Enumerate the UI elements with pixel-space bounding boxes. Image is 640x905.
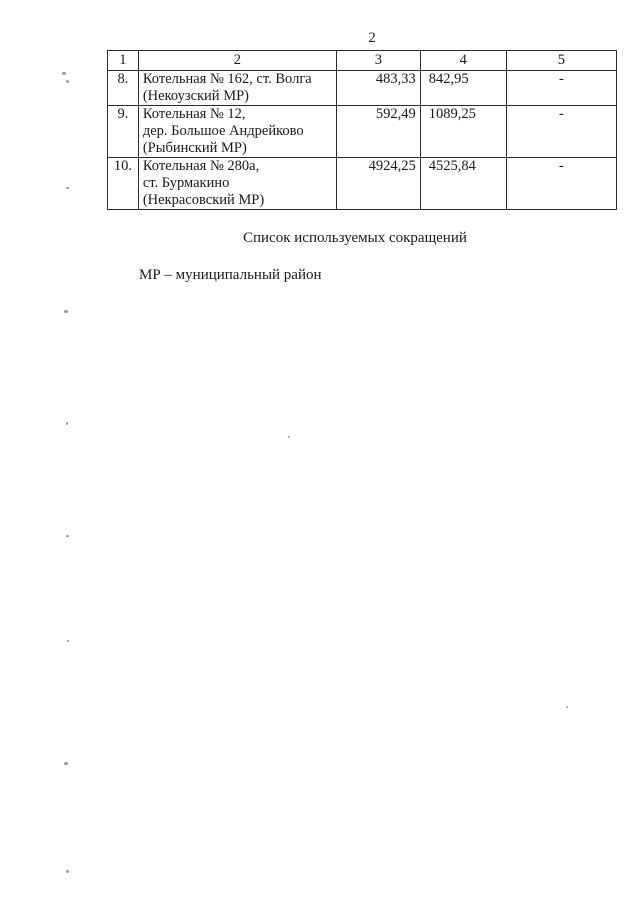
value-col3: 483,33 xyxy=(336,71,420,106)
page-number: 2 xyxy=(368,30,376,46)
facility-name xyxy=(138,106,336,158)
value-col5: - xyxy=(506,71,616,106)
header-cell-2: 2 xyxy=(138,51,336,71)
facility-name xyxy=(138,71,336,106)
value-col5: - xyxy=(506,158,616,210)
facility-name-line: (Некрасовский МР) xyxy=(142,192,265,208)
abbreviation-item: МР – муниципальный район xyxy=(139,267,322,283)
facility-name-line: Котельная № 162, ст. Волга xyxy=(142,71,312,87)
facility-name-line: (Рыбинский МР) xyxy=(142,140,247,156)
facility-name-line: (Некоузский МР) xyxy=(142,88,249,104)
facility-name-line: дер. Большое Андрейково xyxy=(142,123,304,139)
facility-name-line: Котельная № 280а, xyxy=(142,158,260,174)
value-col3: 4924,25 xyxy=(336,158,420,210)
table-row xyxy=(108,158,617,210)
scan-speck xyxy=(66,80,69,83)
scan-speck xyxy=(66,422,68,425)
row-number: 10. xyxy=(108,158,139,210)
scan-speck xyxy=(288,436,290,438)
table-header-row xyxy=(108,51,617,71)
value-col3: 592,49 xyxy=(336,106,420,158)
header-cell-4: 4 xyxy=(420,51,506,71)
table-row xyxy=(108,106,617,158)
scan-speck xyxy=(66,535,69,537)
value-col5: - xyxy=(506,106,616,158)
data-table xyxy=(107,50,617,210)
value-col4: 1089,25 xyxy=(420,106,506,158)
table-row xyxy=(108,71,617,106)
row-number: 9. xyxy=(108,106,139,158)
scan-speck xyxy=(66,187,69,189)
header-cell-3: 3 xyxy=(336,51,420,71)
header-cell-5: 5 xyxy=(506,51,616,71)
row-number: 8. xyxy=(108,71,139,106)
scan-speck xyxy=(64,310,68,313)
scan-speck xyxy=(62,72,66,75)
scan-speck xyxy=(64,762,68,765)
header-cell-1: 1 xyxy=(108,51,139,71)
facility-name-line: Котельная № 12, xyxy=(142,106,246,122)
facility-name xyxy=(138,158,336,210)
scan-speck xyxy=(67,640,69,642)
facility-name-line: ст. Бурмакино xyxy=(142,175,230,191)
scan-speck xyxy=(566,706,568,708)
abbreviations-title: Список используемых сокращений xyxy=(243,230,467,246)
scan-speck xyxy=(66,870,69,873)
value-col4: 842,95 xyxy=(420,71,506,106)
value-col4: 4525,84 xyxy=(420,158,506,210)
